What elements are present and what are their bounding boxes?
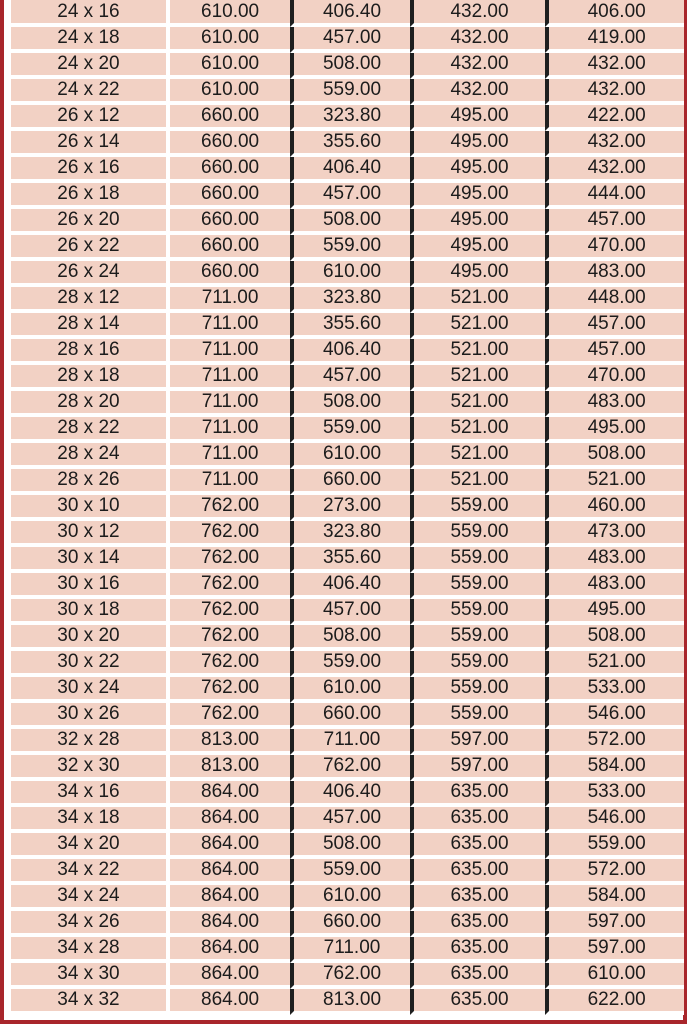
dimension-a-cell: 711.00 xyxy=(166,443,290,469)
table-row xyxy=(11,79,684,105)
table-row xyxy=(11,391,684,417)
dimension-b-cell: 610.00 xyxy=(290,677,409,703)
dimension-c-cell: 635.00 xyxy=(410,989,546,1015)
dimension-b-cell: 355.60 xyxy=(290,547,409,573)
table-row xyxy=(11,235,684,261)
dimension-b-cell: 711.00 xyxy=(290,729,409,755)
size-cell: 30 x 14 xyxy=(11,547,166,573)
dimension-a-cell: 610.00 xyxy=(166,0,290,27)
table-row xyxy=(11,885,684,911)
dimension-c-cell: 521.00 xyxy=(410,313,546,339)
dimension-d-cell: 457.00 xyxy=(545,209,684,235)
dimension-d-cell: 432.00 xyxy=(545,157,684,183)
dimension-d-cell: 444.00 xyxy=(545,183,684,209)
dimension-d-cell: 495.00 xyxy=(545,417,684,443)
size-cell: 26 x 24 xyxy=(11,261,166,287)
dimension-a-cell: 660.00 xyxy=(166,131,290,157)
table-row xyxy=(11,443,684,469)
dimension-c-cell: 495.00 xyxy=(410,235,546,261)
dimension-d-cell: 610.00 xyxy=(545,963,684,989)
dimension-b-cell: 457.00 xyxy=(290,27,409,53)
table-row xyxy=(11,0,684,27)
dimension-b-cell: 406.40 xyxy=(290,781,409,807)
dimension-b-cell: 610.00 xyxy=(290,261,409,287)
dimension-d-cell: 483.00 xyxy=(545,547,684,573)
dimension-c-cell: 495.00 xyxy=(410,157,546,183)
dimension-d-cell: 584.00 xyxy=(545,885,684,911)
dimension-c-cell: 495.00 xyxy=(410,131,546,157)
dimension-a-cell: 660.00 xyxy=(166,157,290,183)
dimension-d-cell: 521.00 xyxy=(545,469,684,495)
table-row xyxy=(11,573,684,599)
dimension-d-cell: 483.00 xyxy=(545,391,684,417)
size-cell: 34 x 26 xyxy=(11,911,166,937)
dimension-c-cell: 432.00 xyxy=(410,53,546,79)
dimension-b-cell: 508.00 xyxy=(290,391,409,417)
size-cell: 28 x 12 xyxy=(11,287,166,313)
dimension-c-cell: 521.00 xyxy=(410,365,546,391)
size-cell: 26 x 16 xyxy=(11,157,166,183)
dimension-c-cell: 597.00 xyxy=(410,755,546,781)
dimension-c-cell: 559.00 xyxy=(410,495,546,521)
dimension-a-cell: 864.00 xyxy=(166,833,290,859)
dimension-a-cell: 762.00 xyxy=(166,521,290,547)
dimension-d-cell: 457.00 xyxy=(545,339,684,365)
dimension-a-cell: 864.00 xyxy=(166,885,290,911)
size-cell: 26 x 12 xyxy=(11,105,166,131)
table-row xyxy=(11,989,684,1015)
dimension-b-cell: 457.00 xyxy=(290,807,409,833)
size-cell: 34 x 22 xyxy=(11,859,166,885)
dimension-a-cell: 660.00 xyxy=(166,209,290,235)
size-cell: 28 x 14 xyxy=(11,313,166,339)
dimension-c-cell: 559.00 xyxy=(410,677,546,703)
dimension-b-cell: 559.00 xyxy=(290,79,409,105)
dimension-d-cell: 470.00 xyxy=(545,365,684,391)
dimension-a-cell: 660.00 xyxy=(166,235,290,261)
dimension-a-cell: 610.00 xyxy=(166,27,290,53)
dimension-a-cell: 711.00 xyxy=(166,313,290,339)
dimension-b-cell: 660.00 xyxy=(290,469,409,495)
size-cell: 26 x 20 xyxy=(11,209,166,235)
dimension-d-cell: 495.00 xyxy=(545,599,684,625)
size-cell: 34 x 20 xyxy=(11,833,166,859)
table-row xyxy=(11,703,684,729)
dimension-a-cell: 711.00 xyxy=(166,365,290,391)
table-row xyxy=(11,417,684,443)
dimension-d-cell: 457.00 xyxy=(545,313,684,339)
dimension-b-cell: 660.00 xyxy=(290,703,409,729)
table-row xyxy=(11,365,684,391)
dimension-b-cell: 457.00 xyxy=(290,599,409,625)
dimension-d-cell: 572.00 xyxy=(545,729,684,755)
dimension-c-cell: 635.00 xyxy=(410,833,546,859)
dimension-a-cell: 762.00 xyxy=(166,573,290,599)
dimension-b-cell: 406.40 xyxy=(290,573,409,599)
dimension-c-cell: 521.00 xyxy=(410,391,546,417)
dimension-b-cell: 457.00 xyxy=(290,365,409,391)
dimension-d-cell: 432.00 xyxy=(545,79,684,105)
size-cell: 30 x 18 xyxy=(11,599,166,625)
size-cell: 24 x 16 xyxy=(11,0,166,27)
dimension-a-cell: 762.00 xyxy=(166,495,290,521)
dimension-c-cell: 635.00 xyxy=(410,885,546,911)
dimension-c-cell: 521.00 xyxy=(410,469,546,495)
table-row xyxy=(11,729,684,755)
dimension-b-cell: 273.00 xyxy=(290,495,409,521)
dimension-a-cell: 762.00 xyxy=(166,677,290,703)
size-cell: 34 x 16 xyxy=(11,781,166,807)
size-cell: 28 x 18 xyxy=(11,365,166,391)
dimension-d-cell: 473.00 xyxy=(545,521,684,547)
dimension-c-cell: 635.00 xyxy=(410,937,546,963)
dimension-c-cell: 521.00 xyxy=(410,287,546,313)
dimension-a-cell: 762.00 xyxy=(166,547,290,573)
dimension-c-cell: 432.00 xyxy=(410,27,546,53)
dimension-b-cell: 323.80 xyxy=(290,105,409,131)
dimension-a-cell: 813.00 xyxy=(166,729,290,755)
dimension-c-cell: 559.00 xyxy=(410,547,546,573)
dimension-d-cell: 597.00 xyxy=(545,911,684,937)
table-row xyxy=(11,495,684,521)
dimension-c-cell: 635.00 xyxy=(410,781,546,807)
dimension-b-cell: 457.00 xyxy=(290,183,409,209)
table-row xyxy=(11,599,684,625)
dimension-b-cell: 559.00 xyxy=(290,651,409,677)
dimension-b-cell: 559.00 xyxy=(290,235,409,261)
table-row xyxy=(11,339,684,365)
dimension-a-cell: 762.00 xyxy=(166,625,290,651)
dimension-c-cell: 559.00 xyxy=(410,625,546,651)
dimension-a-cell: 864.00 xyxy=(166,963,290,989)
dimension-b-cell: 660.00 xyxy=(290,911,409,937)
dimension-d-cell: 533.00 xyxy=(545,781,684,807)
dimension-a-cell: 864.00 xyxy=(166,807,290,833)
dimension-c-cell: 559.00 xyxy=(410,703,546,729)
dimension-c-cell: 635.00 xyxy=(410,963,546,989)
dimension-d-cell: 508.00 xyxy=(545,625,684,651)
size-cell: 30 x 16 xyxy=(11,573,166,599)
dimension-d-cell: 584.00 xyxy=(545,755,684,781)
size-cell: 30 x 10 xyxy=(11,495,166,521)
dimension-d-cell: 508.00 xyxy=(545,443,684,469)
size-cell: 34 x 24 xyxy=(11,885,166,911)
dimension-c-cell: 635.00 xyxy=(410,911,546,937)
dimension-d-cell: 406.00 xyxy=(545,0,684,27)
dimension-b-cell: 813.00 xyxy=(290,989,409,1015)
dimension-d-cell: 546.00 xyxy=(545,807,684,833)
table-row xyxy=(11,651,684,677)
size-cell: 24 x 20 xyxy=(11,53,166,79)
dimension-c-cell: 495.00 xyxy=(410,183,546,209)
table-row xyxy=(11,677,684,703)
dimension-a-cell: 660.00 xyxy=(166,183,290,209)
dimension-b-cell: 711.00 xyxy=(290,937,409,963)
size-cell: 28 x 22 xyxy=(11,417,166,443)
dimension-d-cell: 448.00 xyxy=(545,287,684,313)
table-body xyxy=(11,0,684,1015)
dimension-c-cell: 559.00 xyxy=(410,599,546,625)
dimension-a-cell: 660.00 xyxy=(166,105,290,131)
dimension-b-cell: 406.40 xyxy=(290,339,409,365)
dimension-a-cell: 711.00 xyxy=(166,469,290,495)
dimension-b-cell: 559.00 xyxy=(290,417,409,443)
dimensions-table xyxy=(11,0,684,1015)
size-cell: 32 x 28 xyxy=(11,729,166,755)
dimension-c-cell: 495.00 xyxy=(410,261,546,287)
dimension-b-cell: 355.60 xyxy=(290,313,409,339)
dimension-d-cell: 546.00 xyxy=(545,703,684,729)
dimension-a-cell: 660.00 xyxy=(166,261,290,287)
dimension-c-cell: 559.00 xyxy=(410,521,546,547)
size-cell: 26 x 14 xyxy=(11,131,166,157)
size-cell: 30 x 24 xyxy=(11,677,166,703)
dimension-b-cell: 762.00 xyxy=(290,963,409,989)
table-row xyxy=(11,521,684,547)
dimension-a-cell: 711.00 xyxy=(166,417,290,443)
size-cell: 32 x 30 xyxy=(11,755,166,781)
table-row xyxy=(11,131,684,157)
dimension-b-cell: 508.00 xyxy=(290,625,409,651)
table-row xyxy=(11,911,684,937)
size-cell: 34 x 30 xyxy=(11,963,166,989)
dimension-d-cell: 432.00 xyxy=(545,53,684,79)
size-cell: 30 x 12 xyxy=(11,521,166,547)
dimension-c-cell: 521.00 xyxy=(410,417,546,443)
table-row xyxy=(11,807,684,833)
size-cell: 30 x 22 xyxy=(11,651,166,677)
size-cell: 28 x 20 xyxy=(11,391,166,417)
dimension-a-cell: 711.00 xyxy=(166,287,290,313)
dimension-b-cell: 762.00 xyxy=(290,755,409,781)
dimension-b-cell: 323.80 xyxy=(290,521,409,547)
dimension-a-cell: 864.00 xyxy=(166,781,290,807)
dimension-a-cell: 864.00 xyxy=(166,989,290,1015)
dimension-b-cell: 559.00 xyxy=(290,859,409,885)
dimension-b-cell: 508.00 xyxy=(290,53,409,79)
table-row xyxy=(11,27,684,53)
dimension-b-cell: 323.80 xyxy=(290,287,409,313)
dimension-d-cell: 432.00 xyxy=(545,131,684,157)
size-cell: 34 x 32 xyxy=(11,989,166,1015)
table-row xyxy=(11,625,684,651)
dimension-d-cell: 597.00 xyxy=(545,937,684,963)
dimension-c-cell: 521.00 xyxy=(410,339,546,365)
table-row xyxy=(11,157,684,183)
table-row xyxy=(11,261,684,287)
table-row xyxy=(11,105,684,131)
dimension-a-cell: 762.00 xyxy=(166,703,290,729)
dimension-c-cell: 495.00 xyxy=(410,209,546,235)
table-row xyxy=(11,287,684,313)
dimension-b-cell: 508.00 xyxy=(290,209,409,235)
dimension-a-cell: 864.00 xyxy=(166,911,290,937)
dimension-d-cell: 559.00 xyxy=(545,833,684,859)
table-row xyxy=(11,859,684,885)
dimension-c-cell: 597.00 xyxy=(410,729,546,755)
table-row xyxy=(11,755,684,781)
size-cell: 26 x 22 xyxy=(11,235,166,261)
table-row xyxy=(11,183,684,209)
dimension-b-cell: 406.40 xyxy=(290,157,409,183)
dimension-d-cell: 470.00 xyxy=(545,235,684,261)
table-row xyxy=(11,547,684,573)
table-row xyxy=(11,781,684,807)
dimension-d-cell: 483.00 xyxy=(545,573,684,599)
dimension-c-cell: 559.00 xyxy=(410,573,546,599)
dimension-d-cell: 483.00 xyxy=(545,261,684,287)
size-cell: 30 x 26 xyxy=(11,703,166,729)
dimension-c-cell: 559.00 xyxy=(410,651,546,677)
size-cell: 26 x 18 xyxy=(11,183,166,209)
table-row xyxy=(11,469,684,495)
dimension-b-cell: 610.00 xyxy=(290,443,409,469)
size-cell: 28 x 16 xyxy=(11,339,166,365)
dimension-c-cell: 432.00 xyxy=(410,79,546,105)
dimension-a-cell: 711.00 xyxy=(166,391,290,417)
dimension-a-cell: 813.00 xyxy=(166,755,290,781)
dimension-a-cell: 610.00 xyxy=(166,53,290,79)
table-row xyxy=(11,937,684,963)
dimension-c-cell: 521.00 xyxy=(410,443,546,469)
dimension-d-cell: 533.00 xyxy=(545,677,684,703)
table-row xyxy=(11,833,684,859)
dimension-a-cell: 610.00 xyxy=(166,79,290,105)
size-cell: 34 x 18 xyxy=(11,807,166,833)
dimension-b-cell: 355.60 xyxy=(290,131,409,157)
dimension-a-cell: 711.00 xyxy=(166,339,290,365)
dimension-d-cell: 460.00 xyxy=(545,495,684,521)
dimension-a-cell: 864.00 xyxy=(166,937,290,963)
dimension-c-cell: 635.00 xyxy=(410,807,546,833)
dimension-d-cell: 622.00 xyxy=(545,989,684,1015)
dimension-b-cell: 406.40 xyxy=(290,0,409,27)
dimension-c-cell: 635.00 xyxy=(410,859,546,885)
dimension-d-cell: 521.00 xyxy=(545,651,684,677)
dimension-a-cell: 864.00 xyxy=(166,859,290,885)
dimension-b-cell: 610.00 xyxy=(290,885,409,911)
size-cell: 34 x 28 xyxy=(11,937,166,963)
dimension-a-cell: 762.00 xyxy=(166,651,290,677)
dimension-a-cell: 762.00 xyxy=(166,599,290,625)
size-cell: 28 x 26 xyxy=(11,469,166,495)
dimension-d-cell: 572.00 xyxy=(545,859,684,885)
dimension-b-cell: 508.00 xyxy=(290,833,409,859)
dimension-c-cell: 432.00 xyxy=(410,0,546,27)
dimension-c-cell: 495.00 xyxy=(410,105,546,131)
dimension-d-cell: 419.00 xyxy=(545,27,684,53)
dimension-d-cell: 422.00 xyxy=(545,105,684,131)
table-row xyxy=(11,209,684,235)
size-cell: 24 x 18 xyxy=(11,27,166,53)
table-row xyxy=(11,963,684,989)
size-cell: 24 x 22 xyxy=(11,79,166,105)
table-row xyxy=(11,313,684,339)
size-cell: 28 x 24 xyxy=(11,443,166,469)
table-row xyxy=(11,53,684,79)
size-cell: 30 x 20 xyxy=(11,625,166,651)
